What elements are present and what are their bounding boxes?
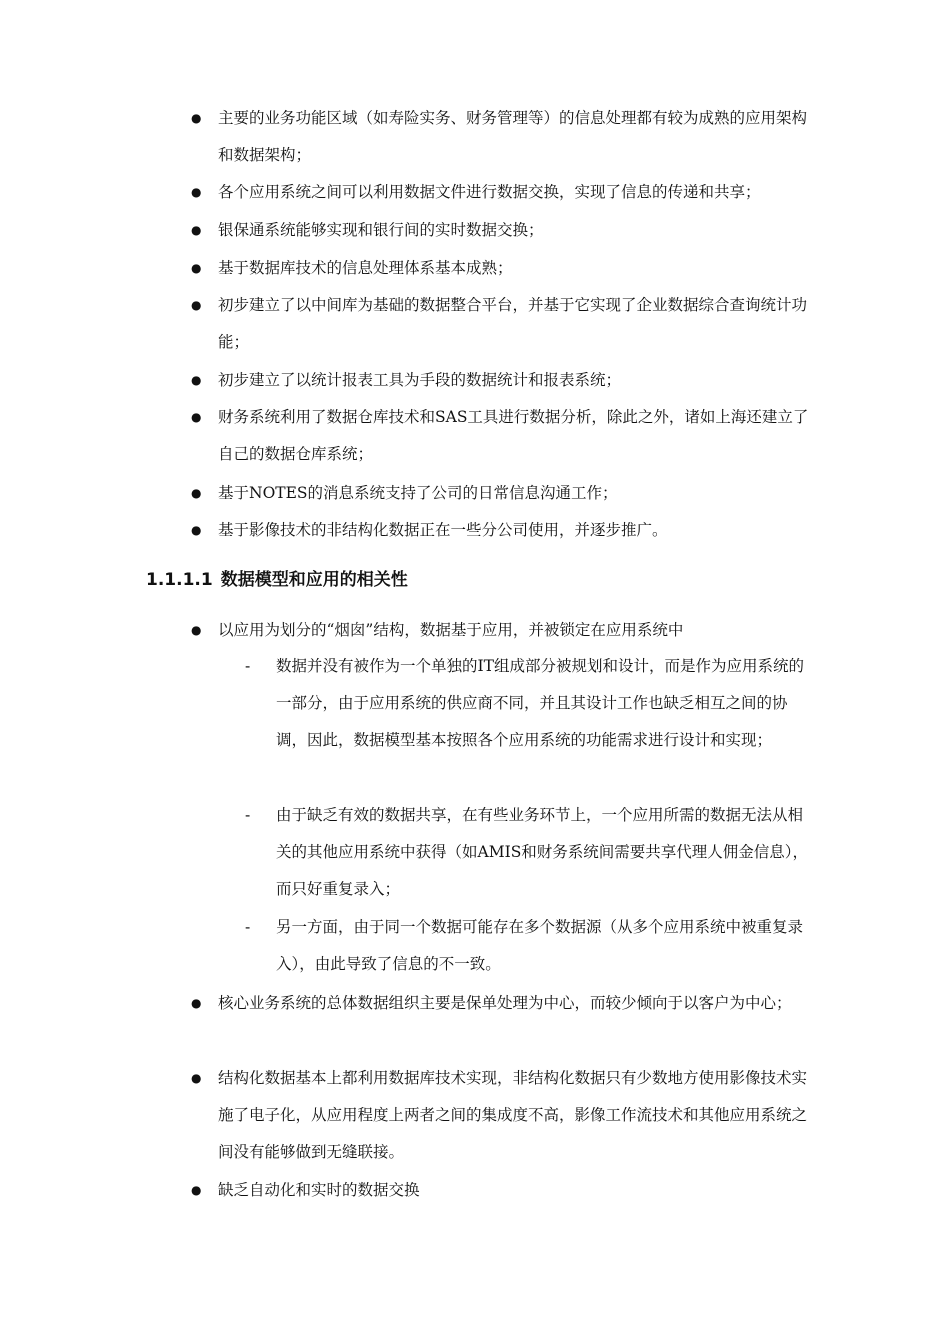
list-item (191, 250, 818, 287)
list-item (191, 399, 818, 473)
list-item (191, 100, 818, 174)
sub-list-item (245, 648, 816, 759)
list-item-text: 初步建立了以中间库为基础的数据整合平台，并基于它实现了企业数据综合查询统计功能； (218, 296, 808, 351)
bullet-icon: ● (191, 996, 202, 1010)
list-item (191, 362, 818, 399)
list-item-text: 基于NOTES的消息系统支持了公司的日常信息沟通工作； (218, 484, 618, 502)
sub-list-item-text: 另一方面，由于同一个数据可能存在多个数据源（从多个应用系统中被重复录入），由此导致了信息的不一致。 (276, 918, 804, 973)
bullet-icon: ● (191, 298, 202, 312)
list-item-text: 各个应用系统之间可以利用数据文件进行数据交换，实现了信息的传递和共享； (218, 183, 761, 201)
list-item (191, 1172, 818, 1209)
sub-list-item-text: 数据并没有被作为一个单独的IT组成部分被规划和设计，而是作为应用系统的一部分，由于应用系统的供应商不同，并且其设计工作也缺乏相互之间的协调，因此，数据模型基本按照各个应用系统的功能需求进行设计和实现； (276, 657, 804, 749)
section-title: 数据模型和应用的相关性 (220, 570, 408, 590)
list-item-text: 初步建立了以统计报表工具为手段的数据统计和报表系统； (218, 371, 622, 389)
sub-list-item (245, 909, 816, 983)
bullet-icon: ● (191, 373, 202, 387)
bullet-icon: ● (191, 486, 202, 500)
list-item-text: 以应用为划分的“烟囱”结构，数据基于应用，并被锁定在应用系统中 (218, 621, 684, 639)
list-item (191, 612, 818, 649)
list-item-text: 银保通系统能够实现和银行间的实时数据交换； (218, 221, 544, 239)
list-item (191, 212, 818, 249)
list-item-text: 主要的业务功能区域（如寿险实务、财务管理等）的信息处理都有较为成熟的应用架构和数据架构； (218, 109, 808, 164)
list-item (191, 985, 818, 1022)
list-item-text: 基于影像技术的非结构化数据正在一些分公司使用，并逐步推广。 (218, 521, 668, 539)
sub-list-item (245, 797, 816, 908)
bullet-icon: ● (191, 410, 202, 424)
list-item (191, 287, 818, 361)
section-number: 1.1.1.1 (146, 570, 213, 590)
list-item-text: 缺乏自动化和实时的数据交换 (218, 1181, 420, 1199)
list-item-text: 核心业务系统的总体数据组织主要是保单处理为中心，而较少倾向于以客户为中心； (218, 994, 792, 1012)
dash-icon: - (245, 806, 251, 824)
list-item (191, 1060, 818, 1171)
sub-list-item-text: 由于缺乏有效的数据共享，在有些业务环节上，一个应用所需的数据无法从相关的其他应用系统中获得（如AMIS和财务系统间需要共享代理人佣金信息），而只好重复录入； (276, 806, 809, 898)
dash-icon: - (245, 918, 251, 936)
bullet-icon: ● (191, 261, 202, 275)
bullet-icon: ● (191, 523, 202, 537)
list-item-text: 结构化数据基本上都利用数据库技术实现，非结构化数据只有少数地方使用影像技术实施了电子化，从应用程度上两者之间的集成度不高，影像工作流技术和其他应用系统之间没有能够做到无缝联接。 (218, 1069, 808, 1161)
bullet-icon: ● (191, 185, 202, 199)
dash-icon: - (245, 657, 251, 675)
list-item-text: 基于数据库技术的信息处理体系基本成熟； (218, 259, 513, 277)
bullet-icon: ● (191, 623, 202, 637)
bullet-icon: ● (191, 223, 202, 237)
list-item (191, 512, 818, 549)
list-item-text: 财务系统利用了数据仓库技术和SAS工具进行数据分析，除此之外，诸如上海还建立了自己的数据仓库系统； (218, 408, 809, 463)
list-item (191, 174, 818, 211)
bullet-icon: ● (191, 1071, 202, 1085)
bullet-icon: ● (191, 111, 202, 125)
section-heading (146, 565, 408, 595)
list-item (191, 475, 818, 512)
bullet-icon: ● (191, 1183, 202, 1197)
